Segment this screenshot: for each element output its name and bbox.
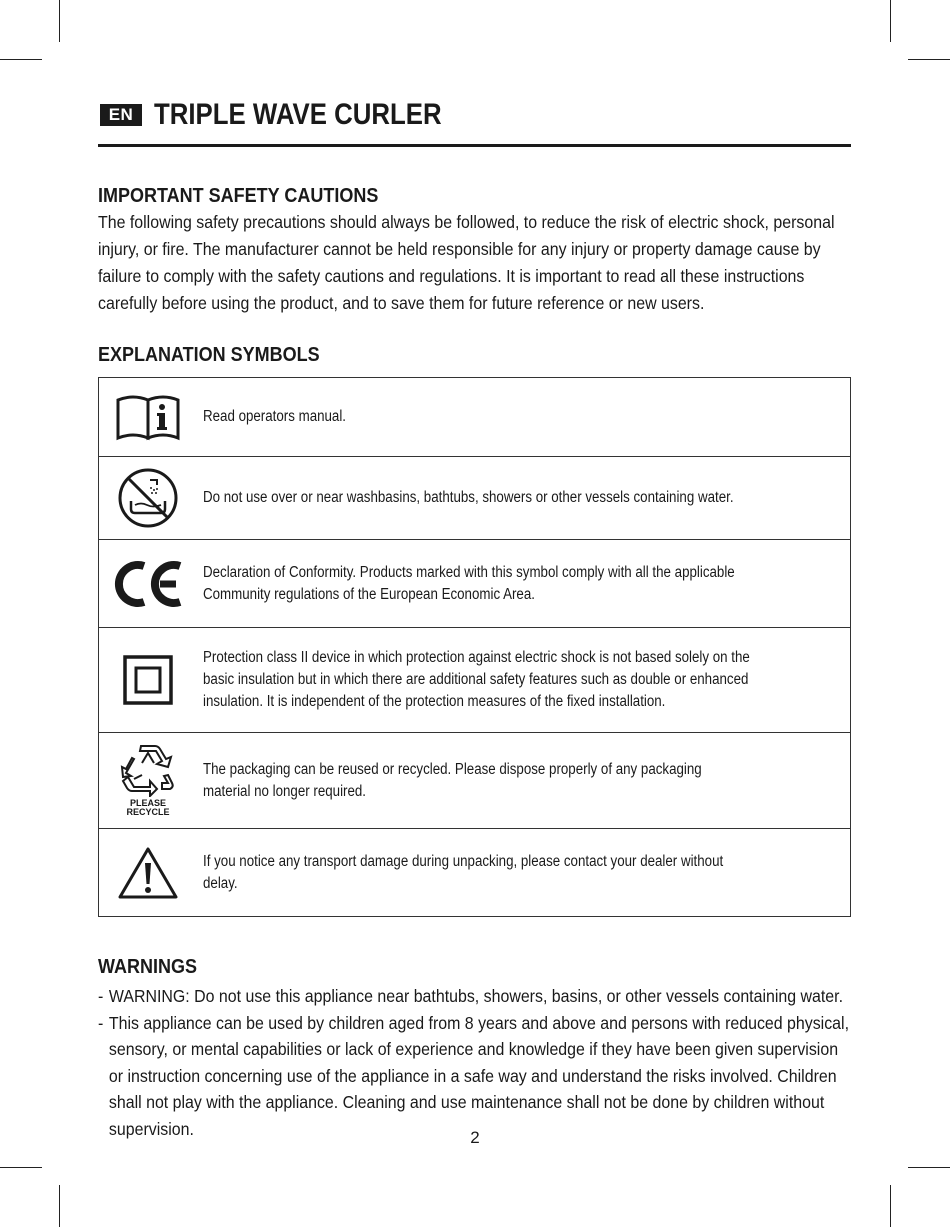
symbol-description: Do not use over or near washbasins, bathtubs, showers or other vessels containing water. (203, 489, 734, 506)
crop-mark (890, 0, 891, 42)
crop-mark (908, 59, 950, 60)
crop-mark (0, 59, 42, 60)
page-header (98, 96, 851, 147)
class-ii-icon (99, 628, 197, 732)
symbol-description: Protection class II device in which protection against electric shock is not based solely on the basic insulation but in which there are additional safety features such as double or enhanced insulation. It is independent of the protection measures of the fixed installation. (203, 649, 750, 710)
language-badge: EN (100, 104, 142, 126)
warnings-list (98, 983, 853, 1142)
symbol-row (99, 378, 850, 457)
manual-info-icon (99, 378, 197, 456)
safety-heading: IMPORTANT SAFETY CAUTIONS (98, 185, 379, 207)
recycle-icon (99, 733, 197, 828)
warnings-heading: WARNINGS (98, 956, 197, 978)
symbol-row (99, 457, 850, 540)
warning-triangle-icon (99, 829, 197, 916)
warning-item: - WARNING: Do not use this appliance near bathtubs, showers, basins, or other vessels containing water. (98, 983, 853, 1010)
crop-mark (59, 0, 60, 42)
crop-mark (0, 1167, 42, 1168)
warning-item: - This appliance can be used by children aged from 8 years and above and persons with reduced physical, sensory, or mental capabilities or lack of experience and knowledge if they have been given supervision or instruction concerning use of the appliance in a safe way and understand the risks involved. Children shall not play with the appliance. Cleaning and use maintenance shall not be done by children without supervision. (98, 1010, 853, 1143)
symbol-description: If you notice any transport damage during unpacking, please contact your dealer without delay. (203, 852, 724, 892)
symbol-description: Read operators manual. (203, 408, 347, 425)
document-title: TRIPLE WAVE CURLER (154, 98, 442, 131)
ce-mark-icon (99, 540, 197, 627)
crop-mark (59, 1185, 60, 1227)
recycle-label: RECYCLE (126, 806, 170, 817)
symbol-description: Declaration of Conformity. Products marked with this symbol comply with all the applicable Community regulations of the European Economic Area. (203, 563, 735, 603)
symbol-row (99, 829, 850, 916)
symbol-description: The packaging can be reused or recycled. Please dispose properly of any packaging material no longer required. (203, 760, 702, 800)
no-water-icon (99, 457, 197, 539)
recycle-label: PLEASE (129, 797, 166, 808)
symbol-row (99, 540, 850, 628)
symbols-heading: EXPLANATION SYMBOLS (98, 344, 320, 366)
symbol-row (99, 628, 850, 733)
safety-paragraph: The following safety precautions should always be followed, to reduce the risk of electric shock, personal injury, or fire. The manufacturer cannot be held responsible for any injury or property damage cause by failure to comply with the safety cautions and regulations. It is important to read all these instructions carefully before using the product, and to save them for future reference or new users. (98, 212, 835, 313)
symbol-row (99, 733, 850, 829)
crop-mark (908, 1167, 950, 1168)
crop-mark (890, 1185, 891, 1227)
page-number: 2 (470, 1128, 480, 1147)
symbols-table (98, 377, 851, 917)
